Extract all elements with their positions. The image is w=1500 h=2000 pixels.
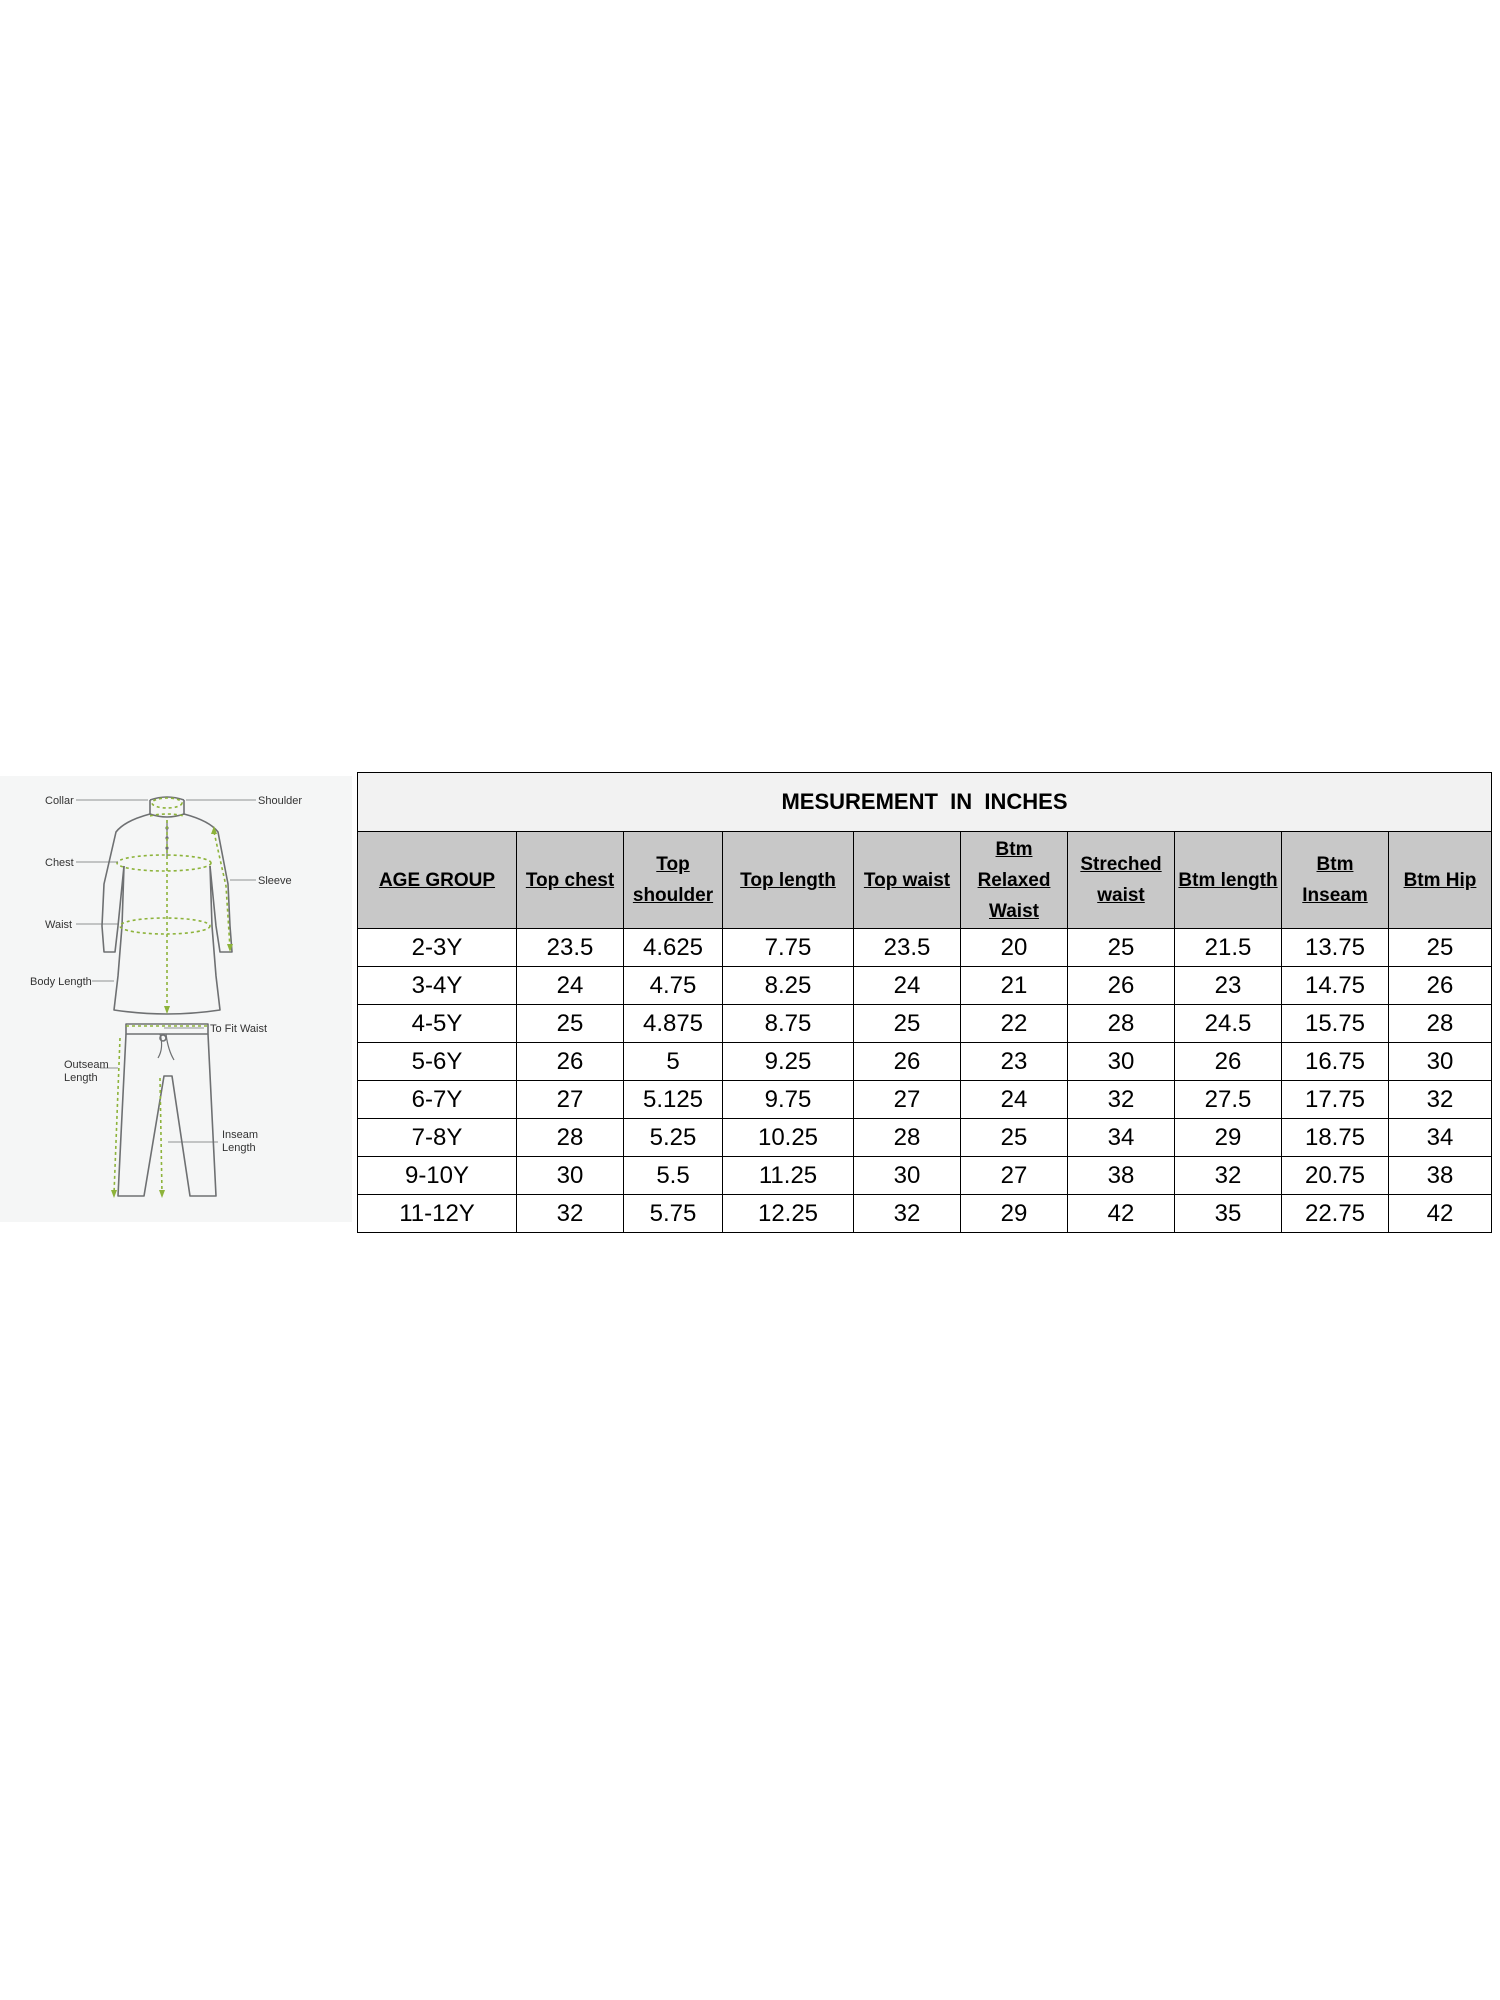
measurement-cell: 4.875 bbox=[624, 1005, 723, 1043]
column-header: Streched waist bbox=[1068, 832, 1175, 929]
column-header: Btm Inseam bbox=[1282, 832, 1389, 929]
sleeve-label: Sleeve bbox=[258, 875, 292, 887]
garment-measurement-diagram bbox=[0, 776, 352, 1222]
measurement-cell: 32 bbox=[1389, 1081, 1492, 1119]
measurement-cell: 21.5 bbox=[1175, 929, 1282, 967]
column-header: AGE GROUP bbox=[358, 832, 517, 929]
measurement-cell: 17.75 bbox=[1282, 1081, 1389, 1119]
measurement-cell: 22 bbox=[961, 1005, 1068, 1043]
measurement-cell: 24 bbox=[517, 967, 624, 1005]
measurement-cell: 5.75 bbox=[624, 1195, 723, 1233]
measurement-cell: 38 bbox=[1389, 1157, 1492, 1195]
age-group-cell: 2-3Y bbox=[358, 929, 517, 967]
measurement-cell: 24 bbox=[961, 1081, 1068, 1119]
age-group-cell: 6-7Y bbox=[358, 1081, 517, 1119]
age-group-cell: 11-12Y bbox=[358, 1195, 517, 1233]
kurta-pajama-illustration bbox=[0, 776, 352, 1222]
to-fit-waist-label: To Fit Waist bbox=[210, 1023, 268, 1035]
measurement-cell: 25 bbox=[961, 1119, 1068, 1157]
table-row bbox=[358, 967, 1492, 1005]
measurement-cell: 24.5 bbox=[1175, 1005, 1282, 1043]
measurement-cell: 25 bbox=[1068, 929, 1175, 967]
chest-label: Chest bbox=[45, 857, 74, 869]
waist-label: Waist bbox=[45, 919, 73, 931]
age-group-cell: 3-4Y bbox=[358, 967, 517, 1005]
measurement-cell: 22.75 bbox=[1282, 1195, 1389, 1233]
measurement-cell: 4.75 bbox=[624, 967, 723, 1005]
measurement-cell: 29 bbox=[961, 1195, 1068, 1233]
measurement-cell: 5.25 bbox=[624, 1119, 723, 1157]
measurement-cell: 23.5 bbox=[517, 929, 624, 967]
measurement-cell: 26 bbox=[854, 1043, 961, 1081]
measurement-cell: 27 bbox=[517, 1081, 624, 1119]
measurement-cell: 26 bbox=[1175, 1043, 1282, 1081]
table-row bbox=[358, 1119, 1492, 1157]
measurement-cell: 5.125 bbox=[624, 1081, 723, 1119]
age-group-cell: 5-6Y bbox=[358, 1043, 517, 1081]
measurement-cell: 28 bbox=[854, 1119, 961, 1157]
header-row bbox=[358, 832, 1492, 929]
age-group-cell: 9-10Y bbox=[358, 1157, 517, 1195]
label-leader-lines bbox=[76, 800, 259, 1142]
measurement-cell: 32 bbox=[517, 1195, 624, 1233]
table-row bbox=[358, 1195, 1492, 1233]
pajama-outline bbox=[118, 1024, 216, 1196]
column-header: Btm Hip bbox=[1389, 832, 1492, 929]
measurement-cell: 30 bbox=[1068, 1043, 1175, 1081]
age-group-cell: 4-5Y bbox=[358, 1005, 517, 1043]
measurement-cell: 32 bbox=[1068, 1081, 1175, 1119]
body-length-label: Body Length bbox=[30, 976, 92, 988]
measurement-cell: 28 bbox=[1068, 1005, 1175, 1043]
measurement-cell: 35 bbox=[1175, 1195, 1282, 1233]
age-group-cell: 7-8Y bbox=[358, 1119, 517, 1157]
measurement-cell: 4.625 bbox=[624, 929, 723, 967]
measurement-cell: 9.75 bbox=[723, 1081, 854, 1119]
table-title: MESUREMENT IN INCHES bbox=[358, 773, 1492, 832]
measurement-cell: 27 bbox=[854, 1081, 961, 1119]
outseam-label-line2: Length bbox=[64, 1072, 98, 1084]
outseam-label-line1: Outseam bbox=[64, 1059, 109, 1071]
measurement-cell: 10.25 bbox=[723, 1119, 854, 1157]
table-row bbox=[358, 1005, 1492, 1043]
measurement-cell: 8.25 bbox=[723, 967, 854, 1005]
measurement-cell: 5 bbox=[624, 1043, 723, 1081]
measurement-cell: 15.75 bbox=[1282, 1005, 1389, 1043]
measurement-cell: 12.25 bbox=[723, 1195, 854, 1233]
measurement-cell: 25 bbox=[517, 1005, 624, 1043]
measurement-cell: 21 bbox=[961, 967, 1068, 1005]
measurement-cell: 11.25 bbox=[723, 1157, 854, 1195]
measurement-cell: 28 bbox=[517, 1119, 624, 1157]
measurement-cell: 38 bbox=[1068, 1157, 1175, 1195]
measurement-cell: 30 bbox=[854, 1157, 961, 1195]
table-body bbox=[358, 773, 1492, 1233]
measurement-cell: 34 bbox=[1389, 1119, 1492, 1157]
column-header: Btm length bbox=[1175, 832, 1282, 929]
measurement-cell: 25 bbox=[854, 1005, 961, 1043]
column-header: Top chest bbox=[517, 832, 624, 929]
measurement-cell: 9.25 bbox=[723, 1043, 854, 1081]
measurement-cell: 20.75 bbox=[1282, 1157, 1389, 1195]
measurement-cell: 27 bbox=[961, 1157, 1068, 1195]
table-row bbox=[358, 1043, 1492, 1081]
measurement-cell: 42 bbox=[1068, 1195, 1175, 1233]
column-header: Top length bbox=[723, 832, 854, 929]
measurement-cell: 27.5 bbox=[1175, 1081, 1282, 1119]
column-header: Btm Relaxed Waist bbox=[961, 832, 1068, 929]
measurement-cell: 23 bbox=[1175, 967, 1282, 1005]
measurement-cell: 34 bbox=[1068, 1119, 1175, 1157]
shoulder-label: Shoulder bbox=[258, 795, 303, 807]
measurement-cell: 29 bbox=[1175, 1119, 1282, 1157]
table-row bbox=[358, 1157, 1492, 1195]
measurement-cell: 25 bbox=[1389, 929, 1492, 967]
measurement-cell: 8.75 bbox=[723, 1005, 854, 1043]
measurement-cell: 20 bbox=[961, 929, 1068, 967]
measurement-cell: 26 bbox=[1068, 967, 1175, 1005]
title-row bbox=[358, 773, 1492, 832]
measurement-cell: 26 bbox=[1389, 967, 1492, 1005]
collar-label: Collar bbox=[45, 795, 74, 807]
table-row bbox=[358, 929, 1492, 967]
measurement-cell: 30 bbox=[1389, 1043, 1492, 1081]
table-row bbox=[358, 1081, 1492, 1119]
measurement-cell: 13.75 bbox=[1282, 929, 1389, 967]
measurement-cell: 30 bbox=[517, 1157, 624, 1195]
column-header: Top shoulder bbox=[624, 832, 723, 929]
measurement-cell: 42 bbox=[1389, 1195, 1492, 1233]
measurement-cell: 23.5 bbox=[854, 929, 961, 967]
size-measurement-table bbox=[357, 772, 1492, 1233]
measurement-cell: 32 bbox=[854, 1195, 961, 1233]
measurement-cell: 14.75 bbox=[1282, 967, 1389, 1005]
measurement-cell: 28 bbox=[1389, 1005, 1492, 1043]
measurement-cell: 5.5 bbox=[624, 1157, 723, 1195]
measurement-cell: 16.75 bbox=[1282, 1043, 1389, 1081]
column-header: Top waist bbox=[854, 832, 961, 929]
measurement-cell: 23 bbox=[961, 1043, 1068, 1081]
measurement-cell: 18.75 bbox=[1282, 1119, 1389, 1157]
inseam-label-line1: Inseam bbox=[222, 1129, 259, 1141]
measurement-cell: 26 bbox=[517, 1043, 624, 1081]
measurement-cell: 24 bbox=[854, 967, 961, 1005]
measurement-cell: 32 bbox=[1175, 1157, 1282, 1195]
measurement-cell: 7.75 bbox=[723, 929, 854, 967]
inseam-label-line2: Length bbox=[222, 1142, 256, 1154]
